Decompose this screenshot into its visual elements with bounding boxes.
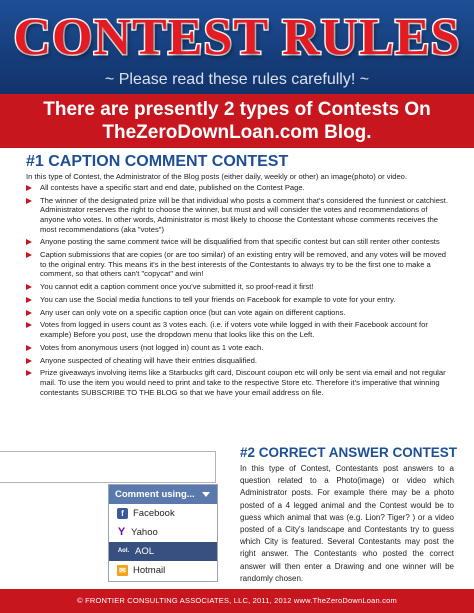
- dropdown-item-facebook[interactable]: [109, 504, 217, 523]
- chevron-down-icon: [202, 492, 210, 497]
- rule-item: [26, 250, 454, 279]
- rule-text: Any user can only vote on a specific caption once (but can vote again on different captions.: [40, 307, 346, 317]
- rule-text: Caption submissions that are copies (or are too similar) of an existing entry will be removed, and any votes will be moved to the original entry. This means it's in the best interests of the Contestants to always try to be the first one to make a comment, so that others can't "copycat" and win!: [40, 250, 447, 279]
- header-band: [0, 0, 474, 94]
- rule-item: [26, 368, 454, 397]
- bullet-arrow-icon: [26, 358, 32, 364]
- banner-line-2: TheZeroDownLoan.com Blog.: [102, 122, 372, 143]
- rule-text: Prize giveaways involving items like a Starbucks gift card, Discount coupon etc will only be sent via email and not regular mail. To use the item you would need to print and take to the respective Store etc. Therefore it's imperative that winning contestants SUBSCRIBE TO THE BLOG so that we have your email address on file.: [40, 368, 446, 397]
- dropdown-item-label: Hotmail: [133, 565, 166, 576]
- rules-list: [26, 183, 454, 400]
- dropdown-item-aol[interactable]: [109, 542, 217, 561]
- rule-text: Anyone suspected of cheating will have their entries disqualified.: [40, 355, 257, 365]
- dropdown-item-label: Facebook: [133, 508, 175, 519]
- dropdown-header-label: Comment using...: [115, 489, 195, 500]
- rule-item: [26, 320, 454, 339]
- section2-title: #2 CORRECT ANSWER CONTEST: [240, 445, 458, 460]
- rule-text: All contests have a specific start and end date, published on the Contest Page.: [40, 183, 305, 192]
- rule-item: [26, 295, 454, 305]
- hotmail-icon: ✉: [117, 565, 128, 576]
- rule-item: [26, 343, 454, 353]
- rule-text: The winner of the designated prize will be that individual who posts a comment that's considered the funniest or catchiest. Administrator reserves the right to choose the winner, but must and will consider the votes and recommendations of anyone who votes. In other words, Administrator is most likely to choose the Contestant whose comments receives the most recommendations (aka "votes"): [40, 195, 448, 234]
- rule-text: Votes from logged in users count as 3 votes each. (i.e. if voters vote while logged in with their Facebook account for example) Before you post, use the dropdown menu that looks like this on the Left.: [40, 320, 428, 340]
- bullet-arrow-icon: [26, 284, 32, 290]
- bullet-arrow-icon: [26, 370, 32, 376]
- bullet-arrow-icon: [26, 345, 32, 351]
- bullet-arrow-icon: [26, 185, 32, 191]
- section1-title: #1 CAPTION COMMENT CONTEST: [26, 153, 289, 170]
- section2-body: In this type of Contest, Contestants post answers to a question related to a Photo(image) or video which Administrator posts. For example there may be a photo posted of a 4 legged animal and the Contest would be to guess which animal that was (e.g. Lion? Tiger? ) or a video posted of a City's landscape and Contestants try to guess which City is featured. Several Contestants may post the right answer. The Contestants who posted the correct answer will then enter a Drawing and one winner will be randomly chosen.: [240, 464, 454, 583]
- rule-text: Anyone posting the same comment twice will be disqualified from that specific contest but can still renter other contests: [40, 237, 440, 247]
- page-subtitle: ~ Please read these rules carefully! ~: [104, 71, 370, 88]
- dropdown-header[interactable]: [109, 485, 217, 504]
- dropdown-item-hotmail[interactable]: [109, 561, 217, 580]
- bullet-arrow-icon: [26, 322, 32, 328]
- rule-item: [26, 196, 454, 234]
- banner-line-1: There are presently 2 types of Contests On: [43, 99, 431, 120]
- comment-textbox[interactable]: [0, 451, 216, 483]
- dropdown-item-yahoo[interactable]: [109, 523, 217, 542]
- yahoo-icon: Y: [117, 525, 126, 538]
- bullet-arrow-icon: [26, 252, 32, 258]
- bullet-arrow-icon: [26, 297, 32, 303]
- bullet-arrow-icon: [26, 198, 32, 204]
- dropdown-item-label: Yahoo: [131, 527, 158, 538]
- bullet-arrow-icon: [26, 239, 32, 245]
- aol-icon: Aol.: [117, 547, 130, 554]
- rule-text: You cannot edit a caption comment once you've submitted it, so proof-read it first!: [40, 282, 314, 292]
- rule-item: [26, 237, 454, 247]
- dropdown-item-label: AOL: [135, 546, 155, 557]
- section1-intro: In this type of Contest, the Administrator of the Blog posts (either daily, weekly or other) an image(photo) or video.: [26, 172, 408, 181]
- footer-copyright: © FRONTIER CONSULTING ASSOCIATES, LLC, 2011, 2012 www.TheZeroDownLoan.com: [0, 589, 474, 613]
- comment-using-dropdown[interactable]: [108, 484, 218, 582]
- rule-text: You can use the Social media functions to tell your friends on Facebook for example to vote for your entry.: [40, 294, 396, 304]
- rule-item: [26, 356, 454, 366]
- rule-item: [26, 282, 454, 292]
- rule-text: Votes from anonymous users (not logged in) count as 1 vote each.: [40, 342, 264, 352]
- rule-item: [26, 308, 454, 318]
- bullet-arrow-icon: [26, 310, 32, 316]
- page-title: CONTEST RULES: [13, 9, 461, 66]
- rule-item: [26, 183, 454, 193]
- facebook-icon: f: [117, 508, 128, 519]
